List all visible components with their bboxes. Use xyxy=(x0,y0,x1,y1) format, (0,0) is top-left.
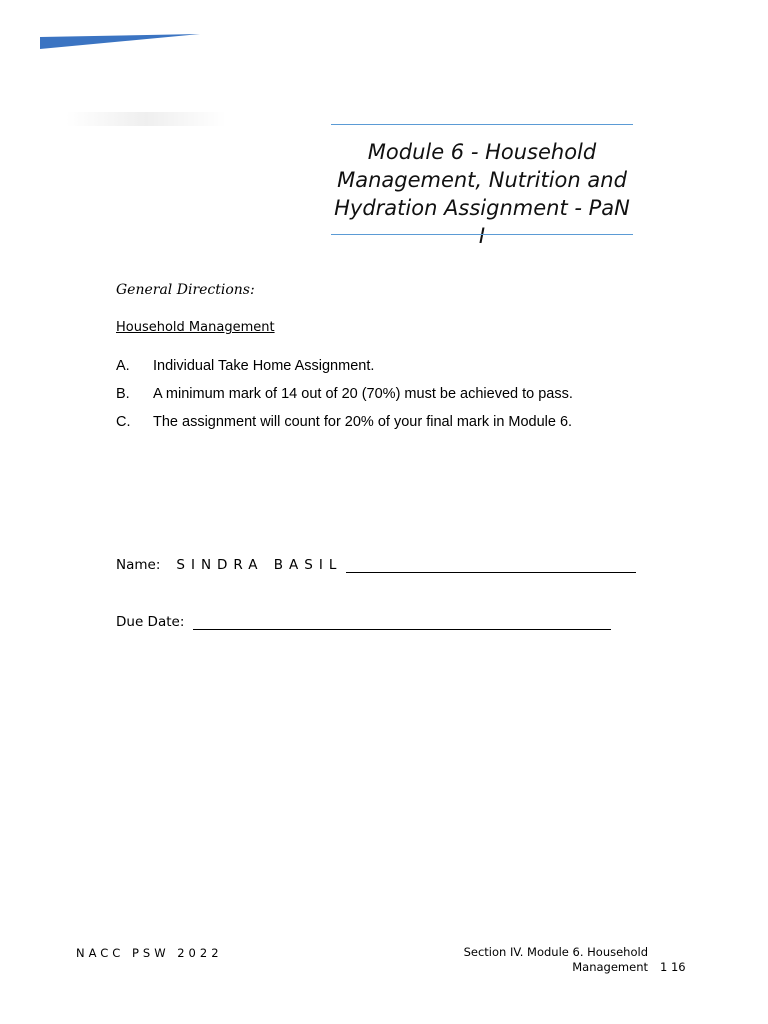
list-item-text: A minimum mark of 14 out of 20 (70%) must be achieved to pass. xyxy=(153,386,573,402)
footer-program: NACC PSW 2022 xyxy=(76,946,223,960)
list-item xyxy=(116,414,676,442)
footer-section-line: Section IV. Module 6. Household xyxy=(463,945,648,959)
name-value: SINDRA BASIL xyxy=(176,557,343,573)
title-rule-bottom xyxy=(331,234,633,235)
footer-section xyxy=(464,945,648,975)
directions-heading: General Directions: xyxy=(116,282,255,298)
title-line: Module 6 - Household xyxy=(367,140,597,164)
list-item-letter: C. xyxy=(116,414,131,430)
list-item xyxy=(116,358,676,386)
name-field xyxy=(116,557,636,573)
name-underline xyxy=(346,557,636,573)
name-label: Name: xyxy=(116,557,161,573)
list-item xyxy=(116,386,676,414)
title-line: Hydration Assignment - PaN I xyxy=(334,196,630,248)
footer-section-line: Management xyxy=(572,960,648,974)
title-rule-top xyxy=(331,124,633,125)
logo-stripe xyxy=(40,34,200,52)
list-item-text: The assignment will count for 20% of your final mark in Module 6. xyxy=(153,414,573,430)
list-item-text: Individual Take Home Assignment. xyxy=(153,358,375,374)
logo-shadow xyxy=(66,112,226,126)
section-subheading: Household Management xyxy=(116,320,275,335)
due-date-field xyxy=(116,614,611,630)
due-date-underline xyxy=(193,614,611,630)
list-item-letter: B. xyxy=(116,386,130,402)
page-number: 1 16 xyxy=(660,960,686,974)
title-line: Management, Nutrition and xyxy=(337,168,627,192)
due-date-label: Due Date: xyxy=(116,614,185,630)
directions-list xyxy=(116,358,676,442)
list-item-letter: A. xyxy=(116,358,130,374)
